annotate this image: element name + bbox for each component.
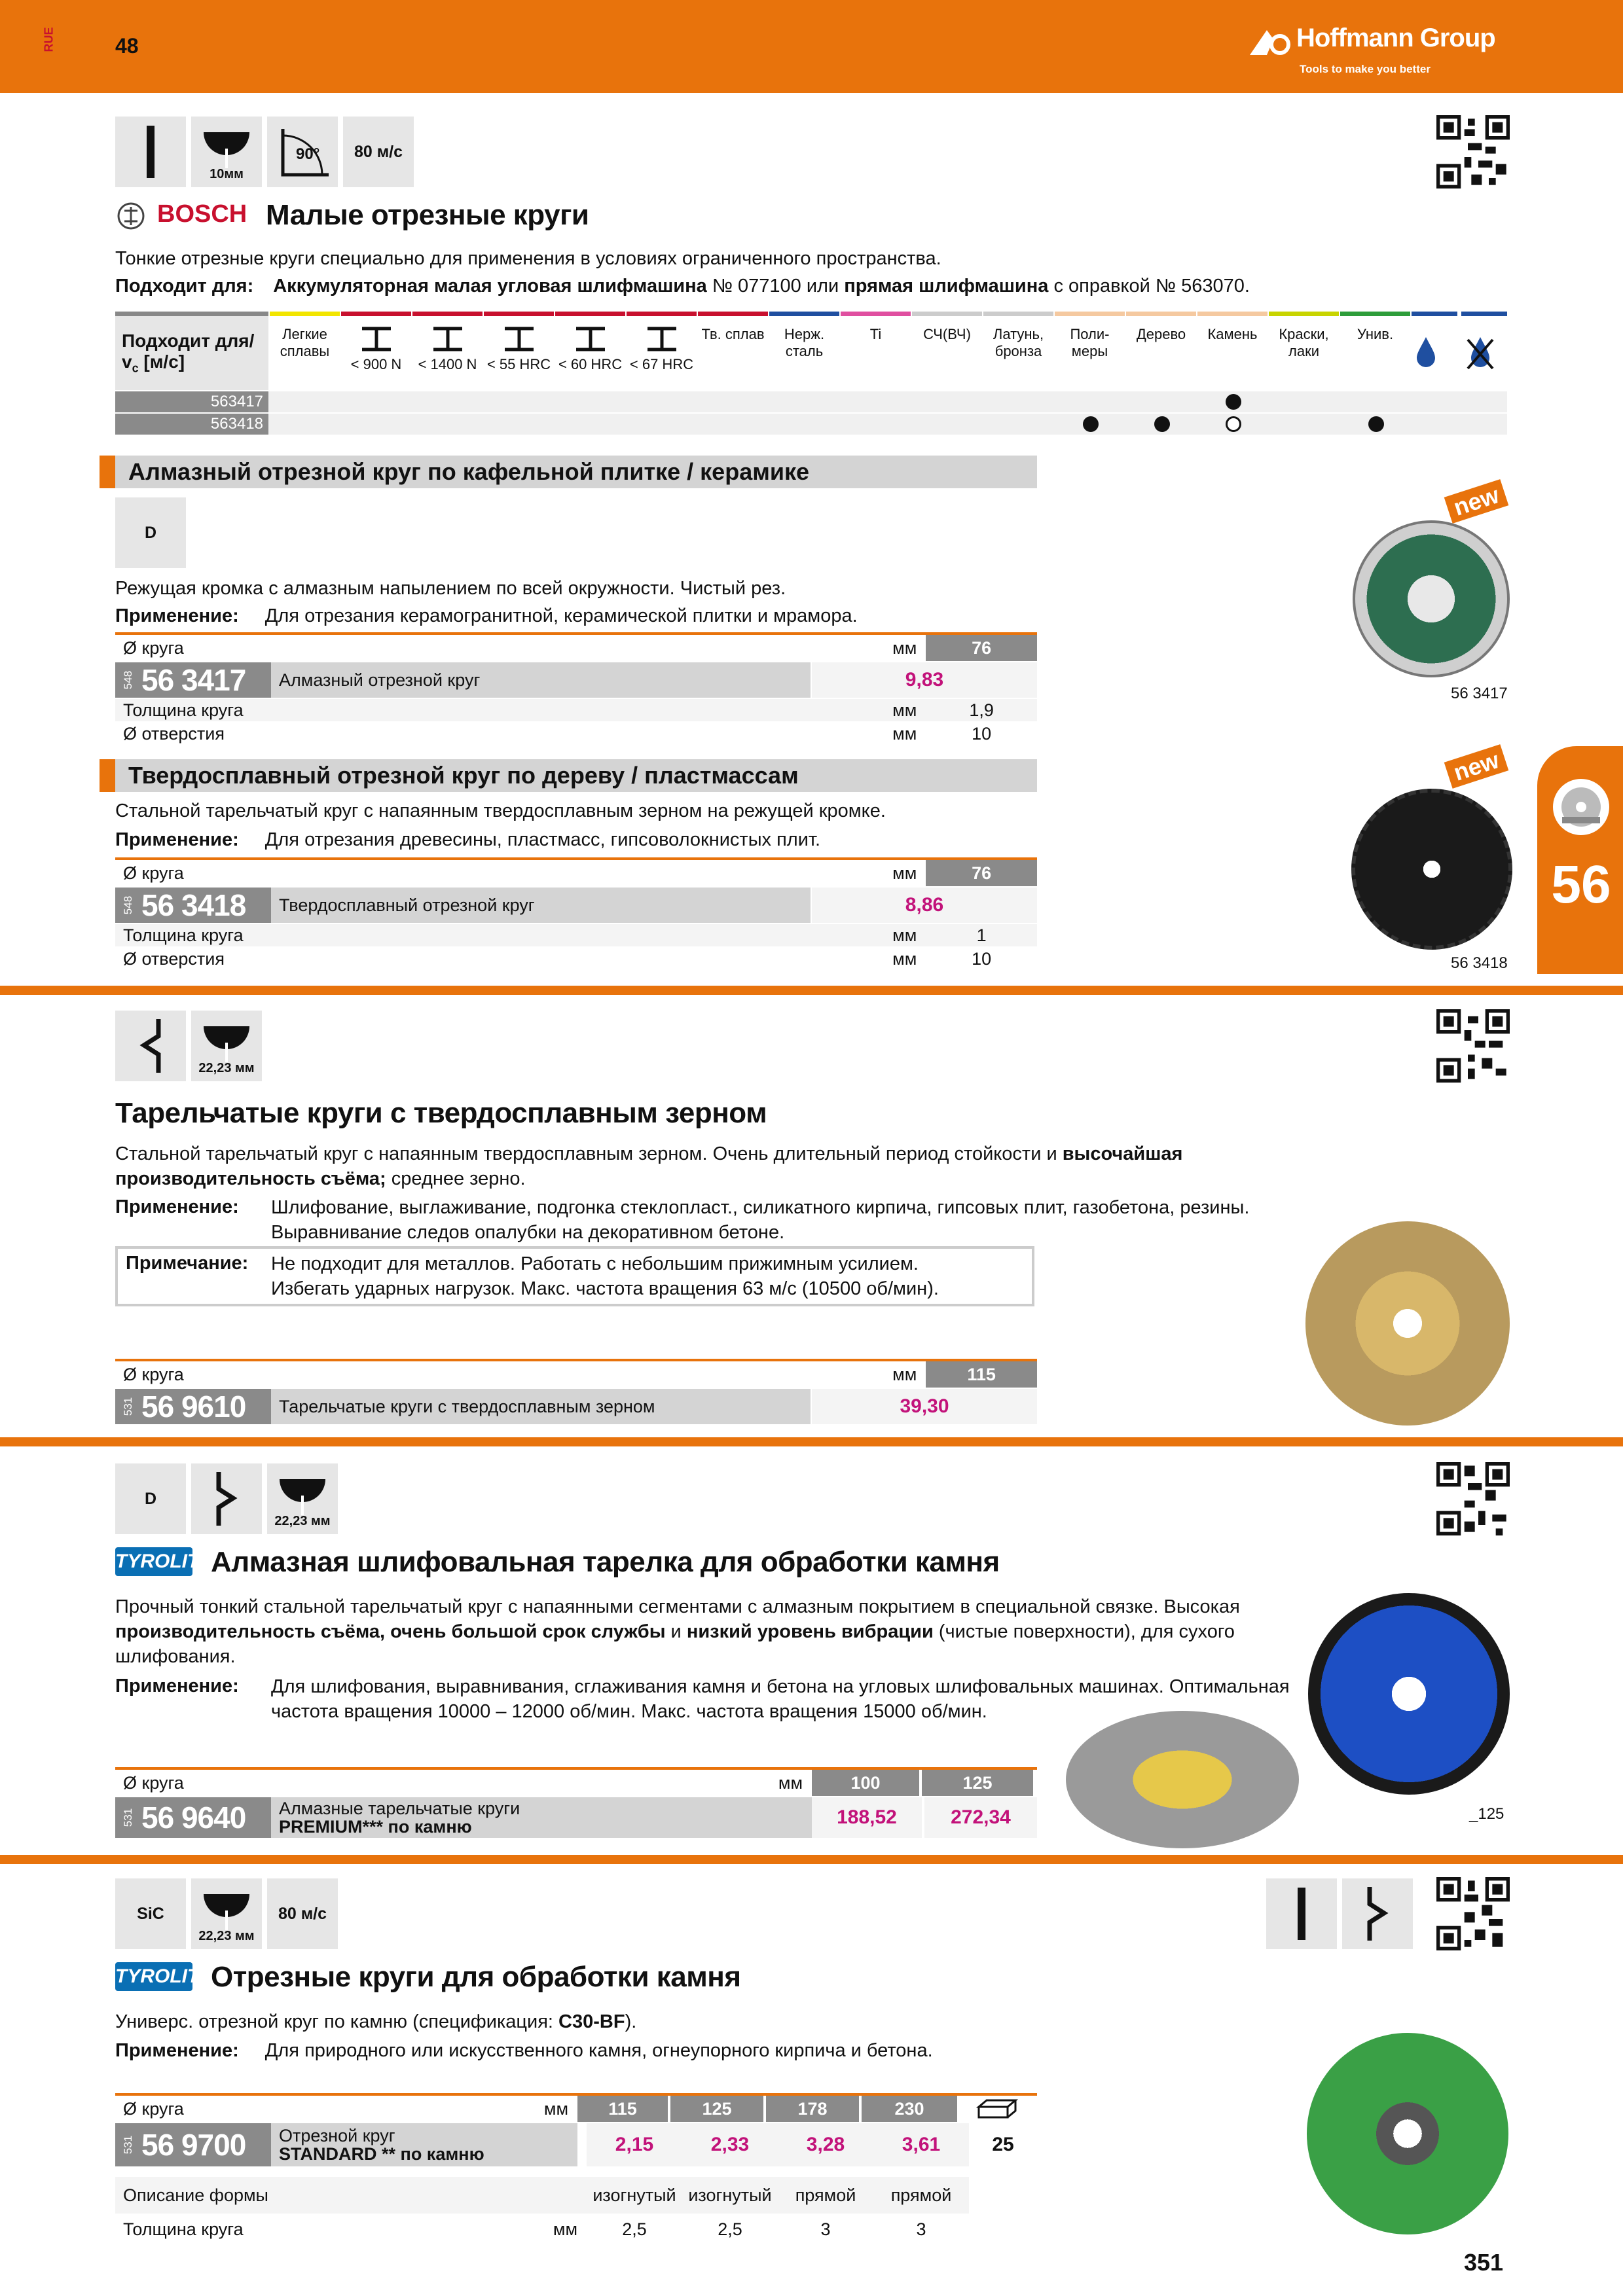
section2-application-1: Шлифование, выглаживание, подгонка стеклопласт., силикатного кирпича, гипсовых плит, газобетона, резины.	[271, 1197, 1250, 1218]
new-badge: new	[1444, 744, 1509, 789]
note-line-2: Избегать ударных нагрузок. Макс. частота вращения 63 м/с (10500 об/мин).	[271, 1278, 939, 1299]
material-column	[1126, 312, 1196, 390]
straight-wheel-icon	[115, 117, 186, 187]
matrix-row-label: 563417	[115, 391, 268, 412]
dia-row: Ø круга мм 100 125	[115, 1770, 1037, 1796]
cup-wheel-icon	[191, 1463, 262, 1534]
section4-description: Универс. отрезной круг по камню (спецификация: C30-BF).	[115, 2011, 637, 2032]
article-description: Твердосплавный отрезной круг	[271, 888, 811, 923]
material-label: < 1400 N	[418, 356, 477, 372]
suitability-dot	[1083, 416, 1099, 432]
depressed-center-icon	[1342, 1878, 1413, 1949]
speed-label: 80 м/с	[343, 117, 414, 187]
matrix-header: Подходит для/ $v_c$ [м/с]	[115, 312, 268, 390]
article-number: 531 56 9610	[115, 1389, 271, 1424]
hole-row: Ø отверстия мм 10	[123, 723, 992, 744]
section3-application-2: частота вращения 10000 – 12000 об/мин. Макс. частота вращения 15000 об/мин.	[271, 1701, 987, 1722]
price: 3,61	[873, 2123, 969, 2166]
material-label: Тв. сплав	[701, 326, 765, 342]
price: 2,15	[587, 2123, 682, 2166]
qr-code-icon[interactable]	[1436, 1462, 1510, 1535]
image-caption: _125	[1469, 1805, 1504, 1823]
material-column	[627, 312, 697, 390]
section-divider	[0, 986, 1623, 995]
diamond-picto: D	[115, 497, 186, 568]
thickness-row: Толщина круга мм 1	[115, 924, 1037, 946]
section3-title: Алмазная шлифовальная тарелка для обработки камня	[211, 1546, 1000, 1578]
hole-row: Ø отверстия мм 10	[123, 948, 992, 969]
page-number-bottom: 351	[1464, 2249, 1504, 2276]
material-column	[484, 312, 554, 390]
stone-cutting-disc-image	[1307, 2033, 1508, 2234]
pack-size-icon	[957, 2096, 1037, 2122]
diamond-picto: D	[115, 1463, 186, 1534]
section2-pictograms	[115, 1011, 262, 1081]
section2-description: Стальной тарельчатый круг с напаянным твердосплавным зерном. Очень длительный период стойкости и высочайшая производительность съёма; среднее зерно.	[115, 1143, 1183, 1189]
material-label: Ti	[869, 326, 882, 342]
material-column	[698, 312, 768, 390]
material-label: < 900 N	[350, 356, 402, 372]
straight-wheel-icon	[1266, 1878, 1337, 1949]
matrix-row-label: 563418	[115, 414, 268, 435]
article-number: 531 56 9700	[115, 2123, 271, 2166]
diamond-cup-wheel-side-image	[1066, 1711, 1299, 1848]
material-label: Дерево	[1136, 326, 1186, 342]
dry-cell	[1461, 312, 1507, 390]
chapter-number: 56	[1551, 855, 1611, 914]
section1-description: Тонкие отрезные круги специально для применения в условиях ограниченного пространства.	[115, 248, 941, 269]
steel-beam-icon	[571, 326, 610, 352]
material-label: Латунь, бронза	[993, 326, 1044, 359]
bore-diameter-icon: 22,23 мм	[191, 1011, 262, 1081]
sic-label: SiC	[115, 1878, 186, 1949]
material-column	[270, 312, 340, 390]
section4-application: Применение: Для природного или искусственного камня, огнеупорного кирпича и бетона.	[115, 2040, 933, 2061]
note-label: Примечание:	[126, 1253, 249, 1274]
sub2-title: Твердосплавный отрезной круг по дереву / пластмассам	[100, 759, 1037, 792]
bore-diameter-icon: 22,23 мм	[267, 1463, 338, 1534]
pack-size: 25	[992, 2134, 1014, 2155]
tyrolit-logo: TYROLIT	[115, 1547, 192, 1576]
material-label: < 60 HRC	[558, 356, 623, 372]
material-column	[341, 312, 411, 390]
price: 272,34	[924, 1797, 1037, 1838]
material-column	[1340, 312, 1410, 390]
suitability-circle	[1226, 416, 1241, 432]
qr-code-icon[interactable]	[1436, 1009, 1510, 1083]
sub2-application: Применение: Для отрезания древесины, пластмасс, гипсоволокнистых плит.	[115, 829, 821, 850]
sub2-description: Стальной тарельчатый круг с напаянным твердосплавным зерном на режущей кромке.	[115, 800, 886, 821]
price: 8,86	[812, 888, 1037, 923]
article-description: Алмазный отрезной круг	[271, 662, 811, 698]
hoffmann-logo-icon	[1247, 26, 1292, 59]
section3-description: Прочный тонкий стальной тарельчатый круг с напаянными сегментами с алмазным покрытием в специальной связке. Высокая производительность съёма, очень большой срок службы и низкий уровень вибрации (чистые поверхности), для сухого шлифования.	[115, 1596, 1240, 1667]
matrix-row-bg-1	[115, 391, 1507, 412]
image-caption: 56 3417	[1451, 685, 1508, 702]
material-column	[983, 312, 1053, 390]
coolant-drop-icon	[1414, 336, 1438, 368]
suitability-dot	[1226, 394, 1241, 410]
dia-row: Ø круга мм 76	[115, 860, 1037, 886]
material-column	[555, 312, 625, 390]
dry-use-icon	[1464, 334, 1497, 371]
section4-title: Отрезные круги для обработки камня	[211, 1961, 741, 1993]
material-label: < 67 HRC	[629, 356, 694, 372]
bosch-logo-icon	[115, 202, 149, 230]
sub1-description: Режущая кромка с алмазным напылением по всей окружности. Чистый рез.	[115, 578, 786, 599]
article-number: 531 56 9640	[115, 1797, 271, 1838]
brand-name: Hoffmann Group	[1296, 24, 1495, 52]
section2-title: Тарельчатые круги с твердосплавным зерном	[115, 1097, 767, 1129]
bosch-brand: BOSCH	[157, 200, 247, 228]
price: 3,28	[778, 2123, 873, 2166]
dia-row: Ø круга мм 115	[115, 1361, 1037, 1388]
section1-fits: Подходит для: Аккумуляторная малая угловая шлифмашина № 077100 или прямая шлифмашина с оправкой № 563070.	[115, 276, 1250, 296]
tyrolit-logo: TYROLIT	[115, 1962, 192, 1991]
diamond-cup-wheel-top-image	[1308, 1593, 1510, 1795]
sub1-application: Применение: Для отрезания керамогранитной, керамической плитки и мрамора.	[115, 605, 858, 626]
article-description: Отрезной круг STANDARD ** по камню	[271, 2123, 577, 2166]
material-column	[1055, 312, 1125, 390]
suitability-dot	[1154, 416, 1170, 432]
material-column	[1197, 312, 1267, 390]
material-column	[769, 312, 839, 390]
section4-pictograms	[115, 1878, 338, 1949]
note-line-1: Не подходит для металлов. Работать с небольшим прижимным усилием.	[271, 1253, 919, 1274]
depressed-center-icon	[115, 1011, 186, 1081]
application-label: Применение:	[115, 1676, 239, 1696]
section-divider	[0, 1855, 1623, 1864]
diamond-disc-image	[1353, 520, 1510, 677]
qr-code-icon[interactable]	[1436, 115, 1510, 188]
material-label: Камень	[1207, 326, 1258, 342]
material-column	[412, 312, 483, 390]
speed-label: 80 м/с	[267, 1878, 338, 1949]
section2-application-2: Выравнивание следов опалубки на декоративном бетоне.	[271, 1222, 785, 1243]
material-column	[912, 312, 982, 390]
bore-diameter-icon: 10мм	[191, 117, 262, 187]
price: 9,83	[812, 662, 1037, 698]
material-label: Краски, лаки	[1279, 326, 1329, 359]
material-label: Нерж. сталь	[784, 326, 825, 359]
image-caption: 56 3418	[1451, 954, 1508, 972]
shape-row: Описание формы изогнутый изогнутый прямой прямой	[115, 2177, 969, 2214]
qr-code-icon[interactable]	[1436, 1877, 1510, 1950]
material-column	[1269, 312, 1339, 390]
carbide-grit-disc-image	[1305, 1221, 1510, 1426]
new-badge: new	[1444, 479, 1509, 524]
material-label: Поли- меры	[1070, 326, 1110, 359]
article-number: 548 56 3418	[115, 888, 271, 923]
material-column	[841, 312, 911, 390]
thickness-row: Толщина круга мм 2,5 2,5 3 3	[123, 2219, 926, 2239]
price: 39,30	[812, 1389, 1037, 1424]
article-description: Алмазные тарельчатые круги PREMIUM*** по камню	[271, 1797, 812, 1838]
page-number-top: 48	[115, 34, 139, 58]
language-code: RUE	[42, 27, 56, 52]
price: 2,33	[682, 2123, 778, 2166]
sub1-title: Алмазный отрезной круг по кафельной плитке / керамике	[100, 456, 1037, 488]
carbide-disc-image	[1351, 789, 1512, 950]
price: 188,52	[812, 1797, 922, 1838]
matrix-row-bg-2	[115, 414, 1507, 435]
bore-diameter-icon: 22,23 мм	[191, 1878, 262, 1949]
material-label: Унив.	[1357, 326, 1394, 342]
brand-slogan: Tools to make you better	[1300, 63, 1431, 75]
section1-pictograms	[115, 117, 414, 187]
section-divider	[0, 1437, 1623, 1446]
dia-row: Ø круга мм 115 125 178 230	[115, 2096, 1037, 2122]
cutting-disc-icon	[1553, 779, 1609, 835]
coolant-cell	[1412, 312, 1457, 390]
section1-title: Малые отрезные круги	[266, 199, 589, 231]
steel-beam-icon	[642, 326, 682, 352]
thickness-row: Толщина круга мм 1,9	[115, 699, 1037, 721]
section4-shape-pictograms	[1266, 1878, 1413, 1949]
dia-row: Ø круга мм 76	[115, 635, 1037, 661]
angle-icon: 90°	[267, 117, 338, 187]
section3-application-1: Для шлифования, выравнивания, сглаживания камня и бетона на угловых шлифовальных машинах. Оптимальная	[271, 1676, 1290, 1697]
material-label: Легкие сплавы	[280, 326, 330, 359]
suitability-dot	[1368, 416, 1384, 432]
application-label: Применение:	[115, 1196, 239, 1217]
steel-beam-icon	[428, 326, 467, 352]
steel-beam-icon	[500, 326, 539, 352]
article-description: Тарельчатые круги с твердосплавным зерном	[271, 1389, 811, 1424]
material-label: < 55 HRC	[486, 356, 551, 372]
article-number: 548 56 3417	[115, 662, 271, 698]
material-label: СЧ(ВЧ)	[923, 326, 971, 342]
steel-beam-icon	[357, 326, 396, 352]
section3-pictograms	[115, 1463, 338, 1534]
